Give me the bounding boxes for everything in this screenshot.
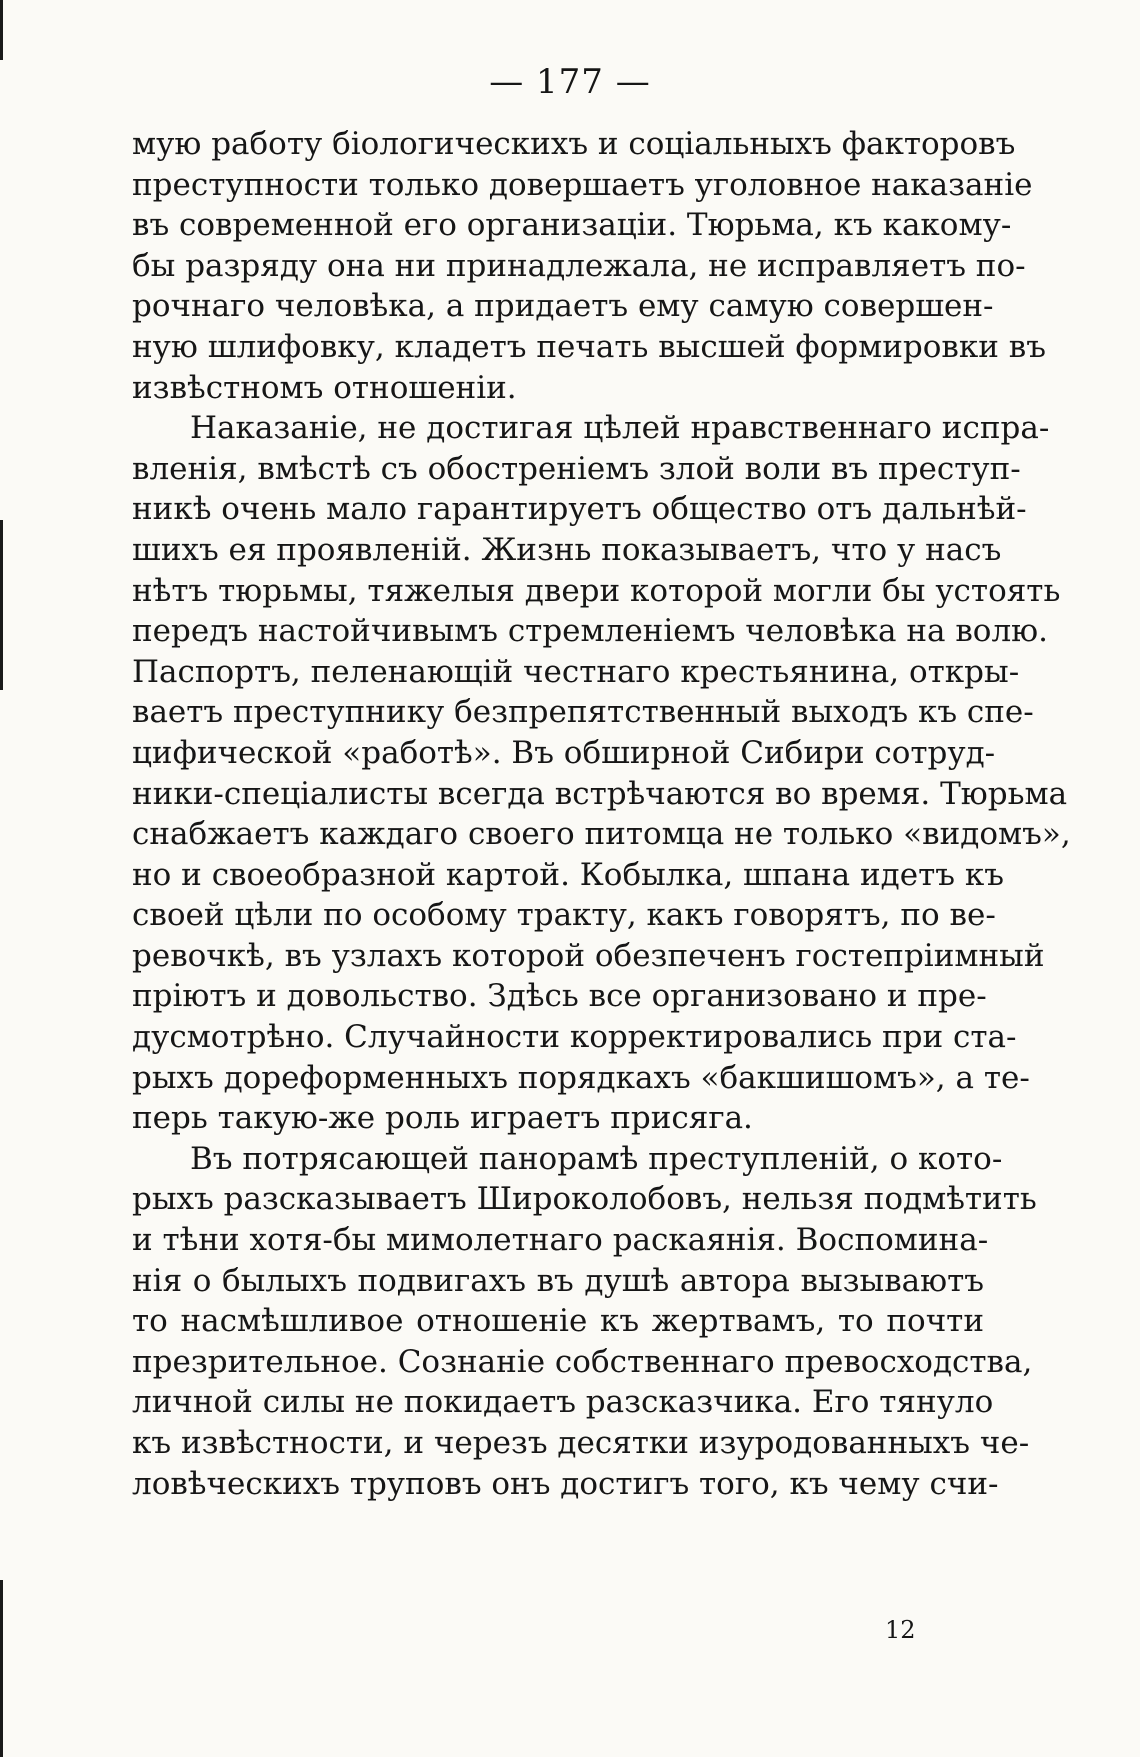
text-line: нія о былыхъ подвигахъ въ душѣ автора вызываютъ (132, 1262, 984, 1299)
text-line: Наказаніе, не достигая цѣлей нравственнаго испра- (190, 410, 1050, 447)
scan-edge-line (0, 520, 3, 690)
text-line: извѣстномъ отношеніи. (132, 369, 517, 406)
text-line: нѣтъ тюрьмы, тяжелыя двери которой могли бы устоять (132, 572, 1061, 609)
scan-edge-line (0, 0, 3, 60)
text-line: дусмотрѣно. Случайности корректировались при ста- (132, 1019, 1017, 1056)
text-line: преступности только довершаетъ уголовное наказаніе (132, 166, 1033, 203)
text-line: своей цѣли по особому тракту, какъ говорятъ, по ве- (132, 897, 996, 934)
text-line: перь такую-же роль играетъ присяга. (132, 1100, 753, 1137)
paragraph (132, 1139, 1037, 1504)
body-text (132, 124, 1071, 1504)
text-line: въ современной его организаціи. Тюрьма, къ какому- (132, 207, 1012, 244)
text-line: но и своеобразной картой. Кобылка, шпана идетъ къ (132, 856, 1004, 893)
text-line: снабжаетъ каждаго своего питомца не только «видомъ», (132, 816, 1071, 853)
paragraph (132, 408, 1071, 1139)
text-line: ревочкѣ, въ узлахъ которой обезпеченъ гостепріимный (132, 937, 1045, 974)
text-line: ную шлифовку, кладетъ печать высшей формировки въ (132, 328, 1046, 365)
text-line: вленія, вмѣстѣ съ обостреніемъ злой воли въ преступ- (132, 450, 1021, 487)
text-line: презрительное. Сознаніе собственнаго превосходства, (132, 1343, 1033, 1380)
text-line: цифической «работѣ». Въ обширной Сибири сотруд- (132, 734, 996, 771)
text-line: и тѣни хотя-бы мимолетнаго раскаянія. Воспомина- (132, 1222, 989, 1259)
text-line: то насмѣшливое отношеніе къ жертвамъ, то почти (132, 1303, 984, 1340)
text-line: ники-спеціалисты всегда встрѣчаются во время. Тюрьма (132, 775, 1068, 812)
scan-edge-line (0, 1580, 3, 1757)
paragraph (132, 124, 1046, 408)
text-line: къ извѣстности, и черезъ десятки изуродованныхъ че- (132, 1425, 1030, 1461)
text-line: Въ потрясающей панорамѣ преступленій, о кото- (190, 1140, 1003, 1177)
text-line: шихъ ея проявленій. Жизнь показываетъ, что у насъ (132, 531, 1002, 568)
text-line: рочнаго человѣка, а придаетъ ему самую совершен- (132, 288, 994, 325)
signature-mark: 12 (885, 1616, 916, 1644)
text-line: ваетъ преступнику безпрепятственный выходъ къ спе- (132, 694, 1034, 731)
text-line: бы разряду она ни принадлежала, не исправляетъ по- (132, 247, 1026, 284)
text-line: личной силы не покидаетъ разсказчика. Его тянуло (132, 1384, 994, 1421)
text-line: пріютъ и довольство. Здѣсь все организовано и пре- (132, 978, 987, 1015)
page-number: — 177 — (489, 62, 651, 102)
text-line: никѣ очень мало гарантируетъ общество отъ дальнѣй- (132, 491, 1027, 528)
text-line: ловѣческихъ труповъ онъ достигъ того, къ чему счи- (132, 1465, 999, 1502)
text-line: рыхъ разсказываетъ Широколобовъ, нельзя подмѣтить (132, 1181, 1037, 1218)
text-line: Паспортъ, пеленающій честнаго крестьянина, откры- (132, 653, 1020, 690)
text-line: мую работу біологическихъ и соціальныхъ факторовъ (132, 126, 1016, 162)
text-line: рыхъ дореформенныхъ порядкахъ «бакшишомъ», а те- (132, 1059, 1030, 1096)
text-line: передъ настойчивымъ стремленіемъ человѣка на волю. (132, 613, 1048, 650)
